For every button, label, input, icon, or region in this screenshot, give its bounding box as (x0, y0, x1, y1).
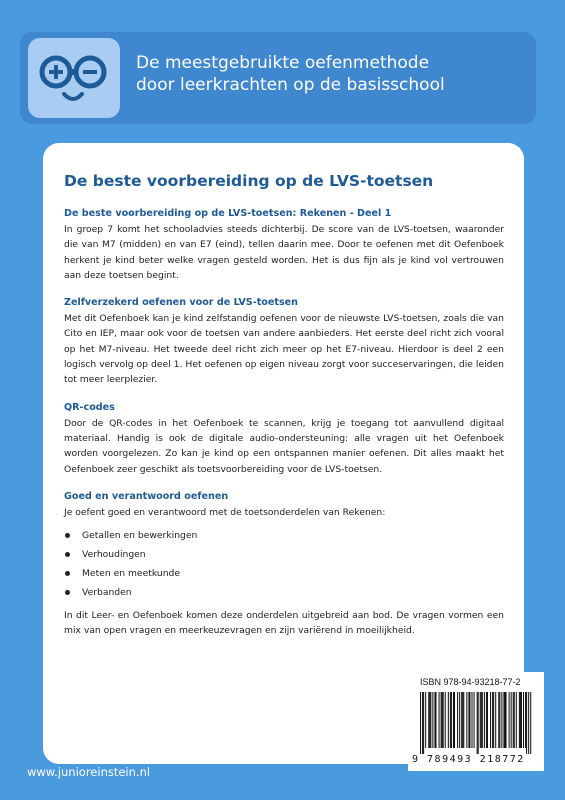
barcode-bar (462, 692, 463, 748)
barcode-bar (477, 692, 478, 754)
section-text: Met dit Oefenboek kan je kind zelfstandig oefenen voor de nieuwste LVS-toetsen, zoals die van Cito en IEP, maar ook voor de toetsen van andere aanbieders. Het eerste deel richt zich vooral op het M7-niveau. Het tweede deel richt zich meer op het E7-niveau. Hierdoor is deel 2 een logisch vervolg op deel 1. Het oefenen op eigen niveau zorgt voor succeservaringen, die leiden tot meer leerplezier. (64, 313, 504, 386)
barcode-bar (423, 692, 424, 754)
barcode-bar (492, 692, 493, 748)
barcode-bar (428, 692, 429, 748)
list-item (64, 545, 504, 564)
tagline (136, 52, 526, 96)
barcode-bar (481, 692, 482, 748)
barcode-bar (463, 692, 464, 748)
bullet-icon (65, 590, 70, 595)
barcode-bar (434, 692, 435, 748)
barcode-bar (498, 692, 499, 748)
barcode-bar (435, 692, 436, 748)
barcode-bar (457, 692, 458, 748)
barcode-bar (459, 692, 460, 748)
list-item (64, 564, 504, 583)
barcode-bar (486, 692, 487, 748)
plus-minus-face-icon (28, 38, 120, 118)
barcode-bars (420, 692, 532, 754)
barcode-bar (523, 692, 524, 748)
barcode-bar (450, 692, 451, 748)
topic-list (64, 526, 504, 602)
barcode-bar (525, 692, 526, 748)
barcode-bar (468, 692, 469, 748)
barcode-bar (526, 692, 527, 754)
barcode-bar (469, 692, 470, 748)
barcode-bar (445, 692, 446, 748)
barcode-bar (478, 692, 479, 754)
website-url: www.junioreinstein.nl (27, 765, 151, 779)
barcode-bar (451, 692, 452, 748)
barcode-bar (453, 692, 454, 748)
barcode-bar (425, 692, 426, 748)
barcode-bar (441, 692, 442, 748)
bullet-icon (65, 571, 70, 576)
barcode-bar (513, 692, 514, 748)
barcode (408, 672, 544, 771)
logo (28, 38, 120, 118)
barcode-bar (482, 692, 483, 748)
section-goed-oefenen (64, 490, 504, 639)
barcode-bar (490, 692, 491, 748)
isbn-text: ISBN 978-94-93218-77-2 (420, 677, 521, 687)
section-text: Door de QR-codes in het Oefenboek te scannen, krijg je toegang tot aanvullend digitaal materiaal. Handig is ook de digitale audio-ondersteuning: alle vragen uit het Oefenboek worden voorgelezen. Zo kan je kind op een ontspannen manier oefenen. Dit alles maakt het Oefenboek zeer geschikt als toetsvoorbereiding voor de LVS-toetsen. (64, 417, 504, 475)
barcode-bar (448, 692, 449, 748)
section-deel-1 (64, 207, 504, 283)
barcode-bar (439, 692, 440, 748)
barcode-bar (461, 692, 462, 748)
barcode-bar (511, 692, 512, 748)
barcode-bar (516, 692, 517, 748)
bullet-icon (65, 552, 70, 557)
barcode-bar (443, 692, 444, 748)
section-text: In groep 7 komt het schooladvies steeds dichterbij. De score van de LVS-toetsen, waaronder die van M7 (midden) en van E7 (eind), tellen daarin mee. Door te oefenen met dit Oefenboek herkent je kind beter welke vragen gesteld worden. Het is dus fijn als je kind vol vertrouwen aan deze toetsen begint. (64, 224, 504, 281)
barcode-bar (474, 692, 475, 748)
list-item-label: Verhoudingen (82, 549, 146, 561)
barcode-bar (442, 692, 443, 748)
ean-number: 9 789493 218772 (412, 754, 525, 765)
barcode-bar (495, 692, 496, 748)
list-item-label: Meten en meetkunde (82, 568, 180, 580)
tagline-line-1: De meestgebruikte oefenmethode (136, 53, 430, 73)
barcode-bar (484, 692, 485, 748)
barcode-bar (472, 692, 473, 748)
section-zelfverzekerd (64, 296, 504, 387)
barcode-bar (528, 692, 529, 754)
barcode-bar (521, 692, 522, 748)
barcode-bar (487, 692, 488, 748)
section-closing-text: In dit Leer- en Oefenboek komen deze onderdelen uitgebreid aan bod. De vragen vormen een mix van open vragen en meerkeuzevragen en zijn variërend in moeilijkheid. (64, 610, 504, 637)
section-heading: De beste voorbereiding op de LVS-toetsen: Rekenen - Deel 1 (64, 208, 392, 219)
list-item-label: Verbanden (82, 587, 132, 599)
barcode-bar (430, 692, 431, 748)
barcode-bar (530, 692, 531, 754)
list-item (64, 583, 504, 602)
barcode-bar (509, 692, 510, 748)
barcode-bar (466, 692, 467, 748)
barcode-bar (480, 692, 481, 748)
barcode-bar (454, 692, 455, 748)
section-heading: Goed en verantwoord oefenen (64, 490, 229, 502)
barcode-bar (493, 692, 494, 748)
section-qr-codes (64, 401, 504, 477)
barcode-bar (432, 692, 433, 748)
section-heading: Zelfverzekerd oefenen voor de LVS-toetsen (64, 297, 299, 309)
barcode-bar (514, 692, 515, 748)
barcode-bar (499, 692, 500, 748)
bullet-icon (65, 533, 70, 538)
section-heading: QR-codes (64, 401, 115, 413)
description-card (43, 143, 524, 764)
list-item (64, 526, 504, 545)
list-item-label: Getallen en bewerkingen (82, 530, 198, 542)
barcode-bar (501, 692, 502, 748)
barcode-bar (520, 692, 521, 748)
barcode-bar (429, 692, 430, 748)
barcode-bar (504, 692, 505, 748)
tagline-line-2: door leerkrachten op de basisschool (136, 75, 445, 95)
card-title: De beste voorbereiding op de LVS-toetsen (64, 172, 434, 190)
barcode-bar (420, 692, 421, 754)
barcode-bar (503, 692, 504, 748)
barcode-bar (422, 692, 423, 754)
section-text: Je oefent goed en verantwoord met de toetsonderdelen van Rekenen: (64, 506, 386, 518)
barcode-bar (505, 692, 506, 748)
barcode-bar (519, 692, 520, 748)
